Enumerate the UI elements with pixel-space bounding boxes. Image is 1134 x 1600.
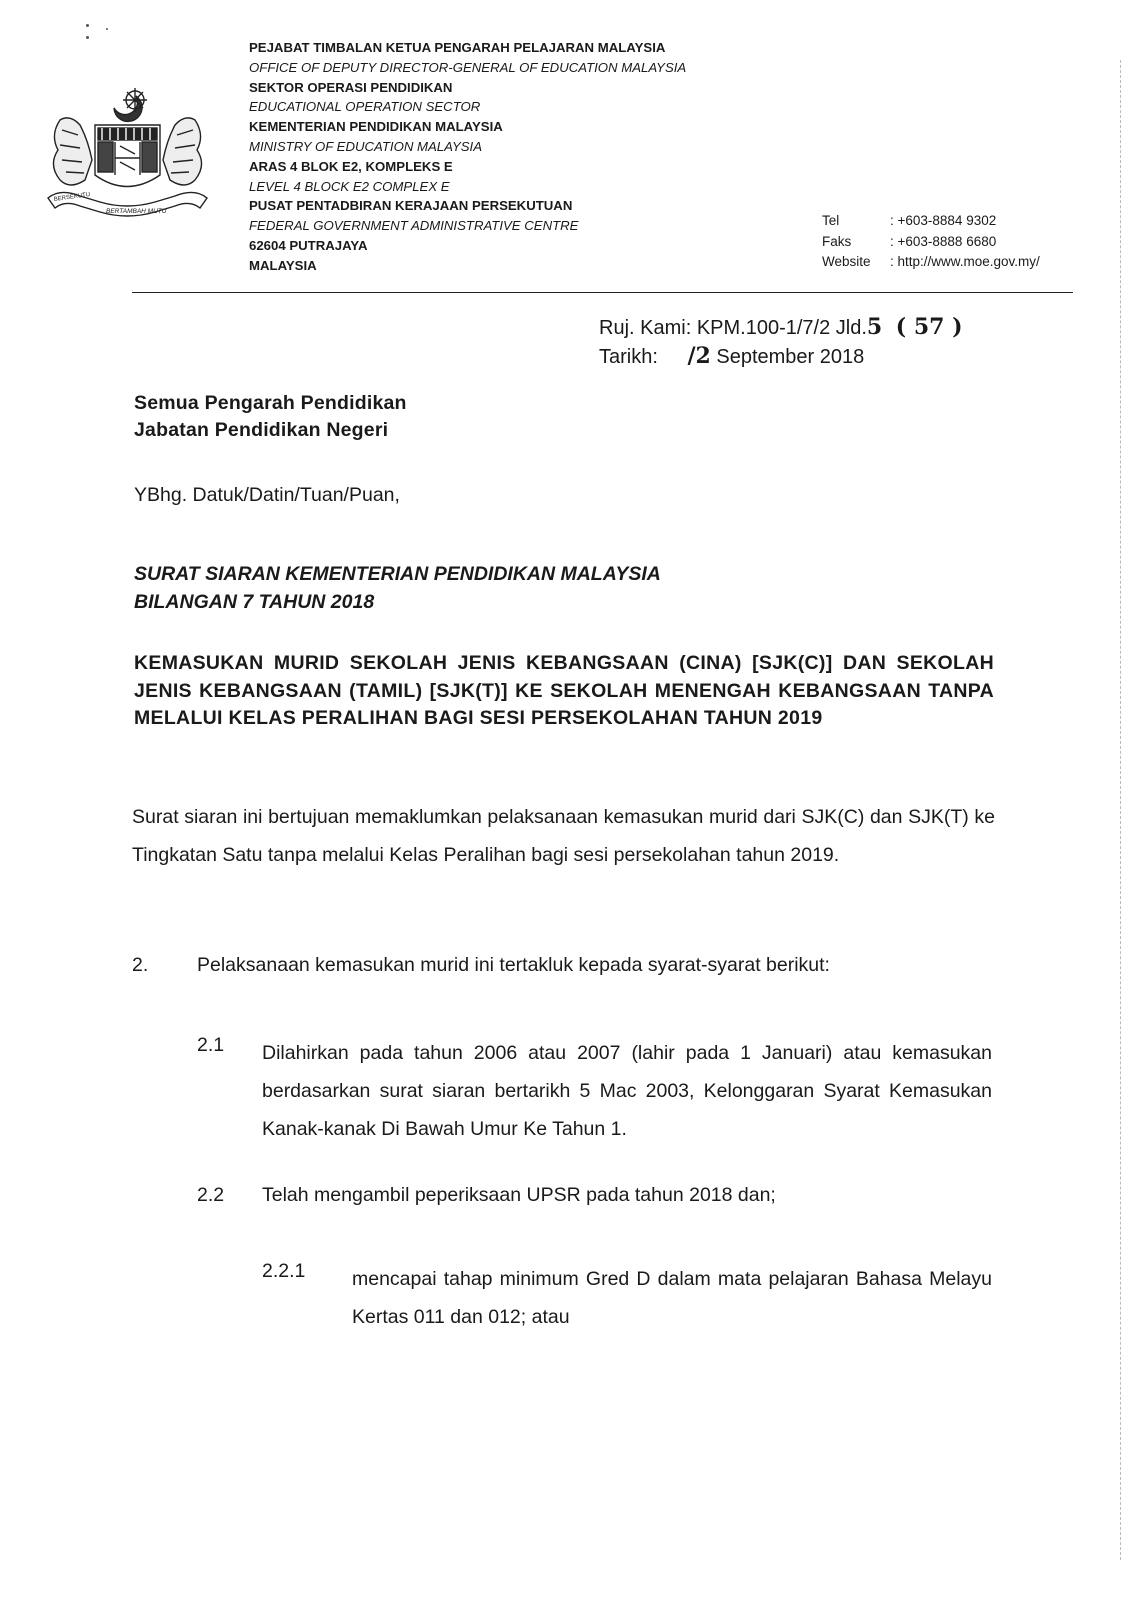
salutation: YBhg. Datuk/Datin/Tuan/Puan, bbox=[134, 484, 400, 506]
reference-block bbox=[599, 313, 963, 371]
address-line: EDUCATIONAL OPERATION SECTOR bbox=[249, 99, 481, 115]
address-line: LEVEL 4 BLOCK E2 COMPLEX E bbox=[249, 178, 450, 194]
clause-number: 2.2 bbox=[197, 1184, 225, 1206]
address-line: MALAYSIA bbox=[249, 257, 317, 273]
scan-speck bbox=[106, 28, 108, 30]
ref-handwritten-number: ( 57 ) bbox=[895, 314, 963, 340]
contact-label: Tel bbox=[822, 213, 840, 228]
letterhead-address bbox=[249, 38, 686, 276]
subject-title: KEMASUKAN MURID SEKOLAH JENIS KEBANGSAAN (CINA) [SJK(C)] DAN SEKOLAH JENIS KEBANGSAAN (TAMIL) [SJK(T)] KE SEKOLAH MENENGAH KEBANGSAAN TANPA MELALUI KELAS PERALIHAN BAGI SESI PERSEKOLAHAN TAHUN 2019 bbox=[134, 652, 994, 729]
ref-label: Ruj. Kami: bbox=[599, 317, 692, 339]
address-line: PUSAT PENTADBIRAN KERAJAAN PERSEKUTUAN bbox=[249, 198, 573, 214]
scan-edge bbox=[1120, 60, 1122, 1560]
contact-label: Website bbox=[822, 254, 871, 269]
addressee-line: Semua Pengarah Pendidikan bbox=[134, 392, 407, 414]
malaysia-coat-of-arms-icon bbox=[40, 80, 215, 220]
address-line: 62604 PUTRAJAYA bbox=[249, 237, 368, 253]
subclause-2-2-1: mencapai tahap minimum Gred D dalam mata pelajaran Bahasa Melayu Kertas 011 dan 012; atau bbox=[352, 1268, 992, 1328]
date-label: Tarikh: bbox=[599, 346, 658, 368]
address-line: OFFICE OF DEPUTY DIRECTOR-GENERAL OF EDUCATION MALAYSIA bbox=[249, 59, 687, 75]
address-line: SEKTOR OPERASI PENDIDIKAN bbox=[249, 79, 453, 95]
contact-label: Faks bbox=[822, 233, 852, 249]
address-line: ARAS 4 BLOK E2, KOMPLEKS E bbox=[249, 158, 453, 174]
address-line: FEDERAL GOVERNMENT ADMINISTRATIVE CENTRE bbox=[249, 218, 579, 234]
crest-motto-left: BERSEKUTU bbox=[53, 191, 91, 203]
paragraph-number: 2. bbox=[132, 954, 149, 976]
address-line: KEMENTERIAN PENDIDIKAN MALAYSIA bbox=[249, 119, 503, 135]
clause-2-2: Telah mengambil peperiksaan UPSR pada tahun 2018 dan; bbox=[262, 1184, 776, 1206]
contact-fax bbox=[822, 232, 1040, 253]
circular-heading bbox=[134, 560, 661, 616]
subclause-number: 2.2.1 bbox=[262, 1260, 306, 1282]
ref-handwritten-volume: 5 bbox=[866, 314, 883, 340]
addressee bbox=[134, 390, 407, 444]
crest-motto-right: BERTAMBAH MUTU bbox=[106, 208, 167, 215]
scan-speck bbox=[86, 24, 89, 27]
reference-number bbox=[599, 313, 963, 342]
circular-number: BILANGAN 7 TAHUN 2018 bbox=[134, 591, 375, 613]
date-handwritten-day: /2 bbox=[687, 343, 711, 369]
contact-value: : http://www.moe.gov.my/ bbox=[890, 254, 1040, 269]
circular-title: SURAT SIARAN KEMENTERIAN PENDIDIKAN MALAYSIA bbox=[134, 563, 661, 585]
reference-date bbox=[599, 342, 963, 371]
scan-speck bbox=[86, 36, 89, 39]
contact-tel bbox=[822, 211, 1040, 232]
addressee-line: Jabatan Pendidikan Negeri bbox=[134, 419, 389, 441]
contact-website bbox=[822, 252, 1040, 273]
paragraph-1: Surat siaran ini bertujuan memaklumkan pelaksanaan kemasukan murid dari SJK(C) dan SJK(T) ke Tingkatan Satu tanpa melalui Kelas Peralihan bagi sesi persekolahan tahun 2019. bbox=[132, 806, 995, 866]
paragraph-2: Pelaksanaan kemasukan murid ini tertakluk kepada syarat-syarat berikut: bbox=[197, 954, 830, 976]
contact-value: : +603-8888 6680 bbox=[890, 233, 997, 249]
letterhead-contacts bbox=[822, 211, 1040, 273]
address-line: PEJABAT TIMBALAN KETUA PENGARAH PELAJARAN MALAYSIA bbox=[249, 40, 666, 55]
clause-number: 2.1 bbox=[197, 1034, 225, 1056]
date-rest: September 2018 bbox=[716, 346, 865, 368]
address-line: MINISTRY OF EDUCATION MALAYSIA bbox=[249, 138, 483, 154]
contact-value: : +603-8884 9302 bbox=[890, 213, 997, 228]
ref-value: KPM.100-1/7/2 Jld. bbox=[696, 317, 867, 339]
letterhead-divider bbox=[132, 292, 1073, 293]
clause-2-1: Dilahirkan pada tahun 2006 atau 2007 (lahir pada 1 Januari) atau kemasukan berdasarkan surat siaran bertarikh 5 Mac 2003, Kelonggaran Syarat Kemasukan Kanak-kanak Di Bawah Umur Ke Tahun 1. bbox=[262, 1042, 992, 1140]
